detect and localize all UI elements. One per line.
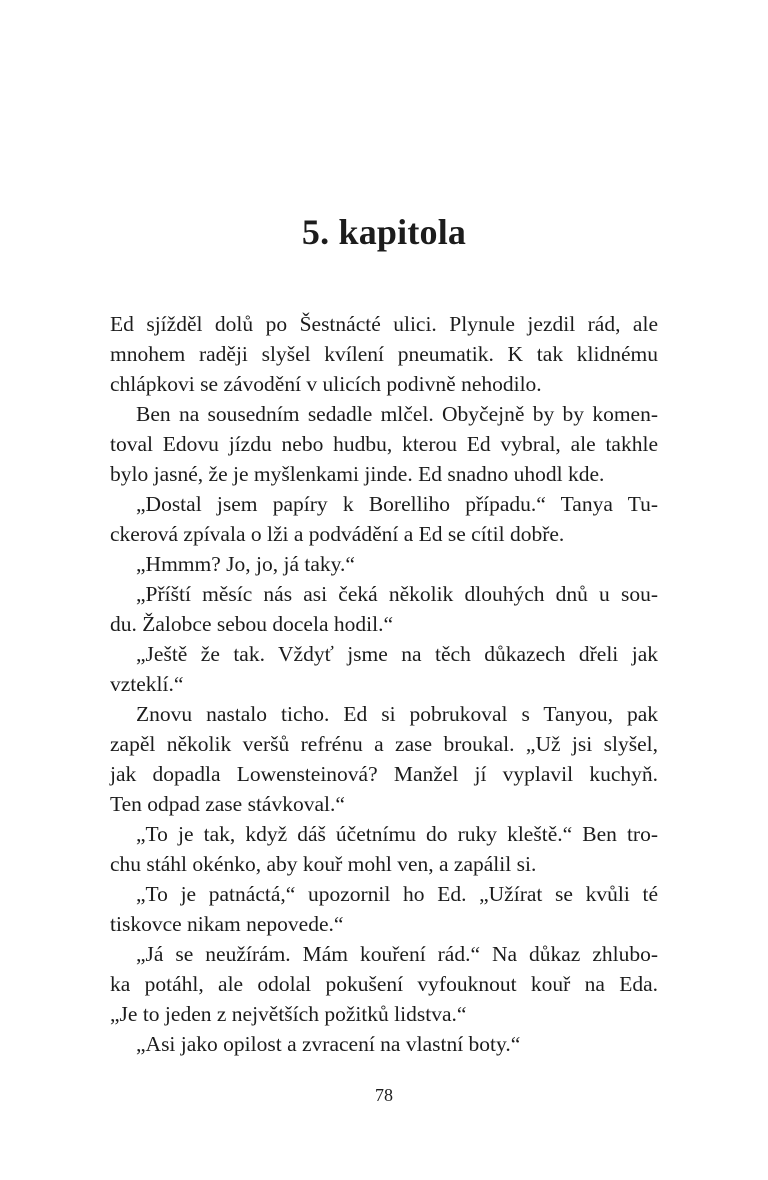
text-line: Ed sjížděl dolů po Šestnácté ulici. Plynule jezdil rád, ale <box>110 312 658 336</box>
text-line: Ben na sousedním sedadle mlčel. Obyčejně by by komen- <box>136 402 658 426</box>
text-line: chlápkovi se závodění v ulicích podivně nehodilo. <box>110 372 542 396</box>
text-line: Ten odpad zase stávkoval.“ <box>110 792 345 816</box>
text-line: du. Žalobce sebou docela hodil.“ <box>110 612 393 636</box>
text-line: bylo jasné, že je myšlenkami jinde. Ed snadno uhodl kde. <box>110 462 605 486</box>
text-line: „Dostal jsem papíry k Borelliho případu.“ Tanya Tu- <box>136 492 658 516</box>
text-line: chu stáhl okénko, aby kouř mohl ven, a zapálil si. <box>110 852 537 876</box>
text-line: vzteklí.“ <box>110 672 184 696</box>
text-line: zapěl několik veršů refrénu a zase broukal. „Už jsi slyšel, <box>110 732 658 756</box>
text-line: „Příští měsíc nás asi čeká několik dlouhých dnů u sou- <box>136 582 658 606</box>
text-line: ckerová zpívala o lži a podvádění a Ed se cítil dobře. <box>110 522 565 546</box>
text-line: „Hmmm? Jo, jo, já taky.“ <box>136 552 355 576</box>
text-line: tiskovce nikam nepovede.“ <box>110 912 344 936</box>
text-line: „Ještě že tak. Vždyť jsme na těch důkazech dřeli jak <box>136 642 658 666</box>
text-line: mnohem raději slyšel kvílení pneumatik. K tak klidnému <box>110 342 658 366</box>
text-line: Znovu nastalo ticho. Ed si pobrukoval s Tanyou, pak <box>136 702 658 726</box>
text-line: ka potáhl, ale odolal pokušení vyfouknout kouř na Eda. <box>110 972 658 996</box>
text-line: toval Edovu jízdu nebo hudbu, kterou Ed vybral, ale takhle <box>110 432 658 456</box>
text-line: jak dopadla Lowensteinová? Manžel jí vyplavil kuchyň. <box>110 762 658 786</box>
text-line: „To je patnáctá,“ upozornil ho Ed. „Užírat se kvůli té <box>136 882 658 906</box>
text-line: „Asi jako opilost a zvracení na vlastní boty.“ <box>136 1032 521 1056</box>
text-line: „Je to jeden z největších požitků lidstva.“ <box>110 1002 467 1026</box>
chapter-title: 5. kapitola <box>301 212 467 252</box>
page-number: 78 <box>375 1085 393 1105</box>
chapter-body <box>110 309 658 1059</box>
text-line: „Já se neužírám. Mám kouření rád.“ Na důkaz zhlubo- <box>136 942 658 966</box>
text-line: „To je tak, když dáš účetnímu do ruky kleště.“ Ben tro- <box>136 822 658 846</box>
